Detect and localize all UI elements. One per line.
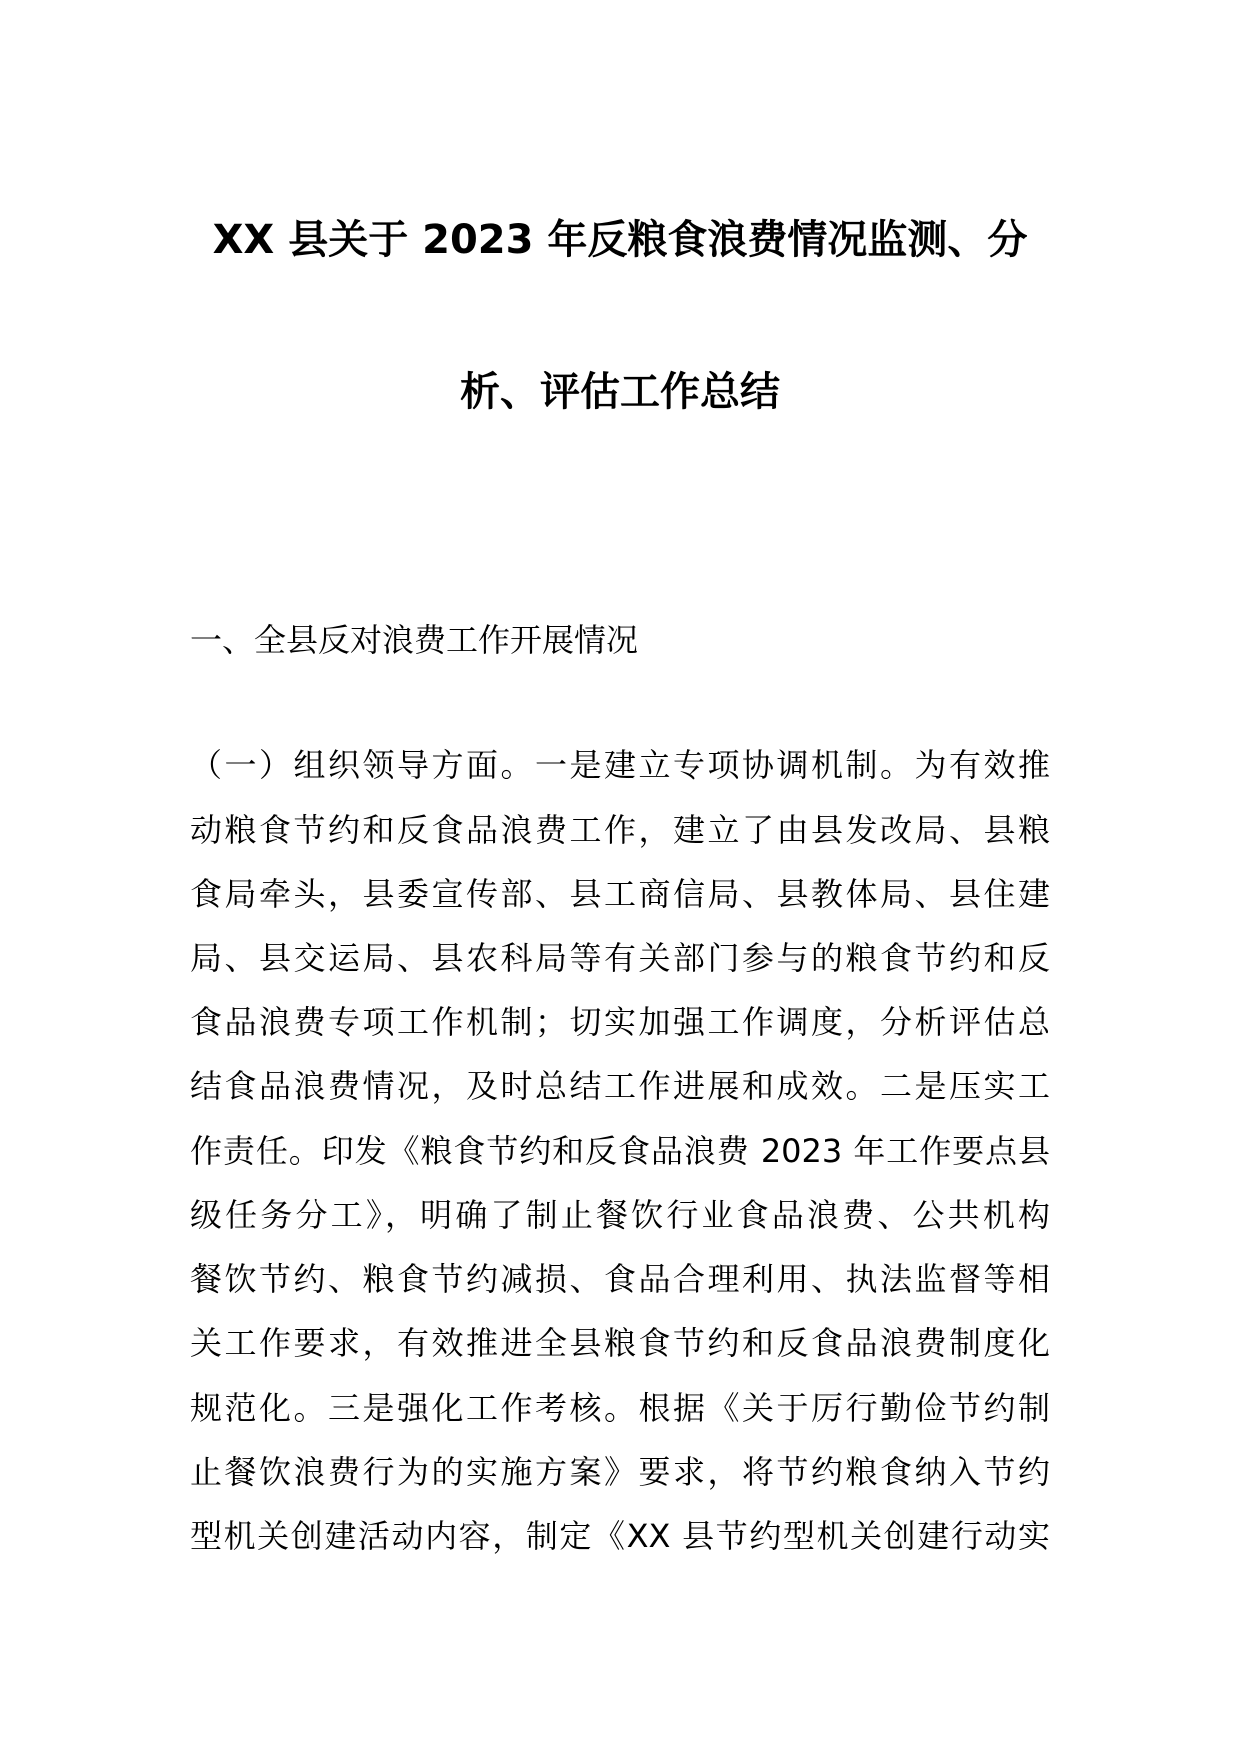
paragraph-line: 规范化。三是强化工作考核。根据《关于厉行勤俭节约制 (190, 1389, 1050, 1427)
paragraph-line: 食局牵头，县委宣传部、县工商信局、县教体局、县住建 (190, 875, 1050, 913)
paragraph-line: 局、县交运局、县农科局等有关部门参与的粮食节约和反 (190, 939, 1050, 977)
paragraph-line: 级任务分工》，明确了制止餐饮行业食品浪费、公共机构 (190, 1196, 1050, 1234)
paragraph-line: 餐饮节约、粮食节约减损、食品合理利用、执法监督等相 (190, 1260, 1050, 1298)
paragraph-line: 动粮食节约和反食品浪费工作，建立了由县发改局、县粮 (190, 811, 1050, 849)
paragraph-line: 止餐饮浪费行为的实施方案》要求，将节约粮食纳入节约 (190, 1453, 1050, 1491)
paragraph-line: 作责任。印发《粮食节约和反食品浪费 2023 年工作要点县 (190, 1132, 1050, 1170)
paragraph-line: （一）组织领导方面。一是建立专项协调机制。为有效推 (190, 746, 1050, 784)
paragraph-line: 食品浪费专项工作机制；切实加强工作调度，分析评估总 (190, 1003, 1050, 1041)
document-title-line-2: 析、评估工作总结 (460, 369, 780, 415)
section-heading: 一、全县反对浪费工作开展情况 (190, 621, 639, 659)
paragraph-line: 结食品浪费情况，及时总结工作进展和成效。二是压实工 (190, 1067, 1050, 1105)
paragraph-line: 型机关创建活动内容，制定《XX 县节约型机关创建行动实 (190, 1517, 1050, 1555)
paragraph-line: 关工作要求，有效推进全县粮食节约和反食品浪费制度化 (190, 1324, 1050, 1362)
document-title-line-1: XX 县关于 2023 年反粮食浪费情况监测、分 (212, 217, 1028, 263)
